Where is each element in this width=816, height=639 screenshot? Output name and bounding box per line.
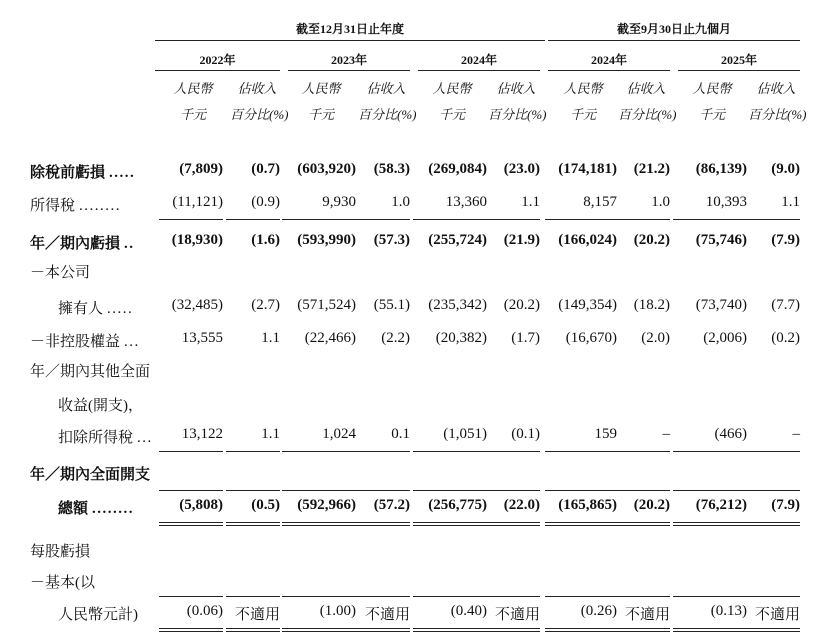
cell-underline xyxy=(282,451,356,452)
cell-value: (7.9) xyxy=(771,497,800,513)
cell-overline xyxy=(226,490,280,491)
row-label-leader-dots: ........ xyxy=(79,198,122,214)
cell-value: – xyxy=(662,426,670,442)
cell-overline xyxy=(484,490,540,491)
period-group-header: 截至9月30日止九個月 xyxy=(616,22,731,36)
cell-value: – xyxy=(792,426,800,442)
cell-underline xyxy=(545,219,617,220)
cell-underline xyxy=(673,451,747,452)
period-group-header: 截至12月31日止年度 xyxy=(295,22,404,36)
cell-value: 1.1 xyxy=(521,194,540,210)
unit-header-line2: 百分比(%) xyxy=(488,107,547,122)
cell-value: (256,775) xyxy=(428,497,487,513)
cell-value: 不適用 xyxy=(754,607,800,623)
row-label-leader-dots: ..... xyxy=(109,165,136,181)
cell-overline xyxy=(282,596,356,597)
year-header: 2022年 xyxy=(199,53,236,67)
cell-overline xyxy=(614,490,670,491)
cell-value: (0.13) xyxy=(710,603,747,619)
cell-value: (1.00) xyxy=(319,603,356,619)
cell-value: 不適用 xyxy=(624,607,670,623)
cell-overline xyxy=(484,596,540,597)
cell-double-underline xyxy=(159,628,223,632)
cell-value: 1.1 xyxy=(261,426,280,442)
cell-double-underline xyxy=(484,628,540,632)
row-label-text: 人民幣元計) xyxy=(58,607,138,623)
cell-value: (22.0) xyxy=(503,497,540,513)
cell-value: 不適用 xyxy=(364,607,410,623)
cell-underline xyxy=(545,451,617,452)
unit-header-line2: 百分比(%) xyxy=(748,107,807,122)
unit-header-line2: 千元 xyxy=(569,107,596,122)
cell-value: (20.2) xyxy=(633,232,670,248)
row-label-leader-dots: ... xyxy=(124,334,140,350)
row-label xyxy=(58,394,143,415)
cell-underline xyxy=(226,219,280,220)
unit-header-line1: 人民幣 xyxy=(563,81,603,96)
unit-header-line1: 佔收入 xyxy=(626,81,666,96)
unit-header-line2: 千元 xyxy=(438,107,465,122)
cell-overline xyxy=(159,490,223,491)
unit-header-line1: 人民幣 xyxy=(692,81,732,96)
cell-value: 1.1 xyxy=(261,330,280,346)
row-label-text: 年／期內其他全面 xyxy=(30,364,151,380)
unit-header-line2: 百分比(%) xyxy=(230,107,289,122)
cell-value: (592,966) xyxy=(297,497,356,513)
cell-overline xyxy=(159,596,223,597)
cell-overline xyxy=(413,596,487,597)
cell-underline xyxy=(413,451,487,452)
cell-double-underline xyxy=(744,522,800,526)
cell-value: (593,990) xyxy=(297,232,356,248)
cell-overline xyxy=(673,490,747,491)
cell-underline xyxy=(614,219,670,220)
cell-value: (255,724) xyxy=(428,232,487,248)
row-label xyxy=(30,330,140,351)
cell-underline xyxy=(744,451,800,452)
row-label xyxy=(30,261,90,282)
year-header: 2025年 xyxy=(720,53,757,67)
header-rule xyxy=(548,40,800,41)
year-rule xyxy=(288,70,410,71)
row-label-text: 年／期內虧損 xyxy=(30,236,121,252)
row-label xyxy=(58,497,134,518)
cell-value: (20.2) xyxy=(503,297,540,313)
row-label-text: －基本(以 xyxy=(30,575,95,591)
cell-value: (0.40) xyxy=(450,603,487,619)
cell-value: (1.7) xyxy=(511,330,540,346)
cell-value: (57.2) xyxy=(373,497,410,513)
cell-value: (58.3) xyxy=(373,161,410,177)
row-label-text: 收益(開支)， xyxy=(58,398,143,414)
row-label xyxy=(30,360,150,381)
cell-value: 8,157 xyxy=(583,194,617,210)
cell-value: (21.9) xyxy=(503,232,540,248)
unit-header-line1: 佔收入 xyxy=(366,81,406,96)
row-label xyxy=(58,603,138,624)
unit-header-line1: 佔收入 xyxy=(237,81,277,96)
cell-underline xyxy=(159,451,223,452)
cell-overline xyxy=(744,596,800,597)
unit-header-line2: 千元 xyxy=(698,107,725,122)
cell-value: (1,051) xyxy=(443,426,487,442)
cell-value: (0.06) xyxy=(186,603,223,619)
row-label xyxy=(58,426,153,447)
cell-value: (5,808) xyxy=(179,497,223,513)
cell-value: (1.6) xyxy=(251,232,280,248)
unit-header-line2: 千元 xyxy=(307,107,334,122)
cell-overline xyxy=(744,490,800,491)
cell-overline xyxy=(226,596,280,597)
cell-overline xyxy=(614,596,670,597)
cell-value: (75,746) xyxy=(695,232,747,248)
cell-value: (16,670) xyxy=(565,330,617,346)
unit-header-line1: 人民幣 xyxy=(432,81,472,96)
row-label-text: 年／期內全面開支 xyxy=(30,467,151,483)
cell-value: (7.9) xyxy=(771,232,800,248)
cell-value: (18,930) xyxy=(171,232,223,248)
cell-double-underline xyxy=(614,628,670,632)
cell-value: (0.5) xyxy=(251,497,280,513)
cell-value: (603,920) xyxy=(297,161,356,177)
cell-value: (20.2) xyxy=(633,497,670,513)
cell-value: (76,212) xyxy=(695,497,747,513)
year-header: 2024年 xyxy=(460,53,497,67)
cell-value: 不適用 xyxy=(494,607,540,623)
cell-double-underline xyxy=(354,628,410,632)
year-rule xyxy=(155,70,280,71)
row-label-text: －非控股權益 xyxy=(30,334,121,350)
cell-value: (174,181) xyxy=(558,161,617,177)
row-label xyxy=(30,463,150,484)
cell-double-underline xyxy=(354,522,410,526)
row-label-text: 除稅前虧損 xyxy=(30,165,106,181)
cell-value: 159 xyxy=(594,426,617,442)
cell-value: 1.0 xyxy=(391,194,410,210)
cell-value: (57.3) xyxy=(373,232,410,248)
cell-value: (32,485) xyxy=(171,297,223,313)
row-label-text: 擁有人 xyxy=(58,301,104,317)
row-label-text: －本公司 xyxy=(30,265,91,281)
cell-double-underline xyxy=(282,522,356,526)
row-label xyxy=(30,161,135,182)
cell-double-underline xyxy=(413,522,487,526)
row-label-text: 扣除所得稅 xyxy=(58,430,134,446)
unit-header-line2: 百分比(%) xyxy=(358,107,417,122)
cell-value: (22,466) xyxy=(304,330,356,346)
cell-double-underline xyxy=(159,522,223,526)
row-label-text: 總額 xyxy=(58,501,89,517)
cell-double-underline xyxy=(413,628,487,632)
cell-underline xyxy=(354,451,410,452)
cell-value: (11,121) xyxy=(172,194,223,210)
year-rule xyxy=(548,70,670,71)
cell-value: (2.0) xyxy=(641,330,670,346)
cell-value: 9,930 xyxy=(322,194,356,210)
unit-header-line1: 人民幣 xyxy=(301,81,341,96)
cell-value: (571,524) xyxy=(297,297,356,313)
row-label xyxy=(30,571,95,592)
row-label-leader-dots: ..... xyxy=(107,301,134,317)
cell-value: (466) xyxy=(714,426,747,442)
cell-underline xyxy=(484,219,540,220)
cell-value: (165,865) xyxy=(558,497,617,513)
cell-value: (7.7) xyxy=(771,297,800,313)
header-rule xyxy=(155,40,545,41)
cell-overline xyxy=(282,490,356,491)
cell-double-underline xyxy=(282,628,356,632)
cell-double-underline xyxy=(614,522,670,526)
cell-value: (18.2) xyxy=(633,297,670,313)
cell-value: (86,139) xyxy=(695,161,747,177)
row-label xyxy=(30,540,90,561)
cell-double-underline xyxy=(484,522,540,526)
row-label-text: 每股虧損 xyxy=(30,544,91,560)
cell-value: (21.2) xyxy=(633,161,670,177)
cell-overline xyxy=(354,490,410,491)
cell-underline xyxy=(282,219,356,220)
cell-double-underline xyxy=(545,628,617,632)
row-label xyxy=(58,297,133,318)
cell-underline xyxy=(744,219,800,220)
cell-double-underline xyxy=(545,522,617,526)
row-label xyxy=(30,232,135,253)
cell-value: 10,393 xyxy=(705,194,747,210)
cell-value: (7,809) xyxy=(179,161,223,177)
year-header: 2023年 xyxy=(330,53,367,67)
cell-value: 不適用 xyxy=(234,607,280,623)
cell-double-underline xyxy=(673,628,747,632)
cell-double-underline xyxy=(226,522,280,526)
cell-value: 13,122 xyxy=(181,426,223,442)
cell-value: 1,024 xyxy=(322,426,356,442)
cell-value: 0.1 xyxy=(391,426,410,442)
cell-value: (0.2) xyxy=(771,330,800,346)
cell-value: (0.26) xyxy=(580,603,617,619)
cell-value: (0.9) xyxy=(251,194,280,210)
cell-value: (149,354) xyxy=(558,297,617,313)
cell-value: (0.7) xyxy=(251,161,280,177)
cell-underline xyxy=(673,219,747,220)
cell-overline xyxy=(545,596,617,597)
cell-overline xyxy=(545,490,617,491)
cell-value: (20,382) xyxy=(435,330,487,346)
unit-header-line2: 千元 xyxy=(179,107,206,122)
row-label-leader-dots: .. xyxy=(124,236,135,252)
cell-value: (2.7) xyxy=(251,297,280,313)
cell-value: (73,740) xyxy=(695,297,747,313)
row-label-text: 所得稅 xyxy=(30,198,76,214)
cell-underline xyxy=(159,219,223,220)
cell-value: 13,360 xyxy=(445,194,487,210)
unit-header-line2: 百分比(%) xyxy=(618,107,677,122)
cell-value: 1.1 xyxy=(781,194,800,210)
year-header: 2024年 xyxy=(590,53,627,67)
unit-header-line1: 佔收入 xyxy=(496,81,536,96)
cell-value: (23.0) xyxy=(503,161,540,177)
cell-double-underline xyxy=(226,628,280,632)
cell-value: (269,084) xyxy=(428,161,487,177)
cell-underline xyxy=(354,219,410,220)
cell-double-underline xyxy=(673,522,747,526)
cell-value: (9.0) xyxy=(771,161,800,177)
year-rule xyxy=(418,70,540,71)
cell-underline xyxy=(484,451,540,452)
year-rule xyxy=(678,70,800,71)
cell-overline xyxy=(413,490,487,491)
row-label-leader-dots: ... xyxy=(137,430,153,446)
cell-value: (2,006) xyxy=(703,330,747,346)
cell-value: 1.0 xyxy=(651,194,670,210)
cell-value: (0.1) xyxy=(511,426,540,442)
cell-value: (166,024) xyxy=(558,232,617,248)
unit-header-line1: 人民幣 xyxy=(173,81,213,96)
unit-header-line1: 佔收入 xyxy=(756,81,796,96)
cell-overline xyxy=(673,596,747,597)
cell-double-underline xyxy=(744,628,800,632)
cell-value: (2.2) xyxy=(381,330,410,346)
cell-overline xyxy=(354,596,410,597)
cell-value: 13,555 xyxy=(181,330,223,346)
cell-underline xyxy=(413,219,487,220)
cell-value: (235,342) xyxy=(428,297,487,313)
cell-underline xyxy=(614,451,670,452)
row-label xyxy=(30,194,121,215)
cell-underline xyxy=(226,451,280,452)
cell-value: (55.1) xyxy=(373,297,410,313)
row-label-leader-dots: ........ xyxy=(92,501,135,517)
